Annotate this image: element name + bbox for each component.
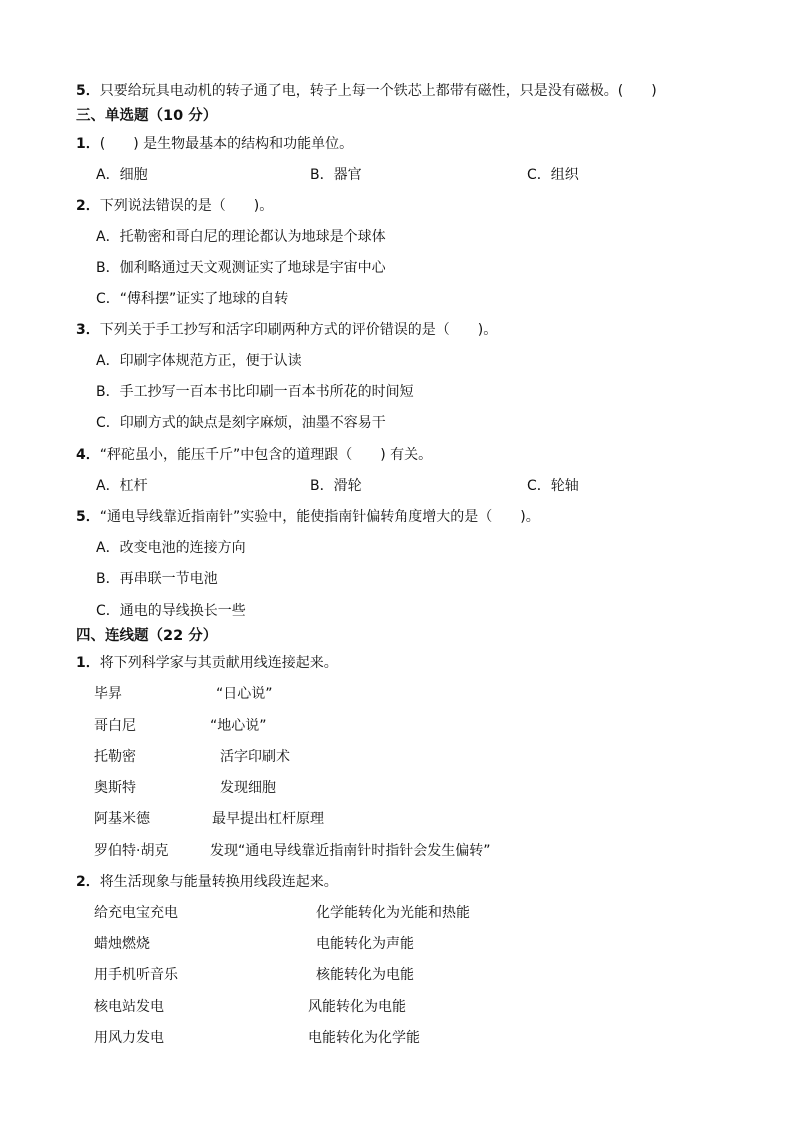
match-right-item: 电能转化为化学能 xyxy=(308,1030,420,1046)
match-left-item: 罗伯特·胡克 xyxy=(94,843,169,859)
match-right-item: “日心说” xyxy=(216,686,273,702)
question-number: 2． xyxy=(76,874,100,890)
option-b: B．器官 xyxy=(310,167,362,183)
option-b: B．伽利略通过天文观测证实了地球是宇宙中心 xyxy=(96,260,386,276)
match-left-item: 毕昇 xyxy=(94,686,122,702)
question-text: 只要给玩具电动机的转子通了电，转子上每一个铁芯上都带有磁性，只是没有磁极。( ) xyxy=(99,83,657,99)
match-left-item: 给充电宝充电 xyxy=(94,905,178,921)
option-b: B．滑轮 xyxy=(310,478,362,494)
option-a: A．改变电池的连接方向 xyxy=(96,540,246,556)
match-left-item: 阿基米德 xyxy=(94,811,150,827)
question-number: 3． xyxy=(76,322,100,338)
question-text: “通电导线靠近指南针”实验中，能使指南针偏转角度增大的是（ )。 xyxy=(99,509,540,525)
match-left-item: 用风力发电 xyxy=(94,1030,164,1046)
question-number: 2． xyxy=(76,198,100,214)
question-number: 5． xyxy=(76,83,100,99)
match-right-item: 风能转化为电能 xyxy=(308,999,406,1015)
match-right-item: 电能转化为声能 xyxy=(316,936,414,952)
option-c: C．印刷方式的缺点是刻字麻烦，油墨不容易干 xyxy=(96,415,386,431)
option-a: A．托勒密和哥白尼的理论都认为地球是个球体 xyxy=(96,229,386,245)
match-left-item: 用手机听音乐 xyxy=(94,967,178,983)
question-number: 1． xyxy=(76,136,100,152)
question-text: “秤砣虽小，能压千斤”中包含的道理跟（ ) 有关。 xyxy=(99,447,433,463)
match-left-item: 奥斯特 xyxy=(94,780,136,796)
match-left-item: 蜡烛燃烧 xyxy=(94,936,150,952)
question-text: 下列说法错误的是（ )。 xyxy=(99,198,274,214)
option-c: C．轮轴 xyxy=(527,478,579,494)
question-text: 将下列科学家与其贡献用线连接起来。 xyxy=(99,655,338,671)
option-c: C．通电的导线换长一些 xyxy=(96,603,246,619)
option-a: A．印刷字体规范方正，便于认读 xyxy=(96,353,302,369)
match-right-item: “地心说” xyxy=(210,718,267,734)
match-right-item: 核能转化为电能 xyxy=(316,967,414,983)
option-a: A．杠杆 xyxy=(96,478,148,494)
question-number: 5． xyxy=(76,509,100,525)
match-left-item: 哥白尼 xyxy=(94,718,136,734)
section-title-single-choice: 三、单选题（10 分） xyxy=(76,108,218,124)
option-c: C．“傅科摆”证实了地球的自转 xyxy=(96,291,289,307)
question-text: 下列关于手工抄写和活字印刷两种方式的评价错误的是（ )。 xyxy=(99,322,498,338)
single-choice-question-5 xyxy=(76,507,540,527)
option-a: A．细胞 xyxy=(96,167,148,183)
match-left-item: 核电站发电 xyxy=(94,999,164,1015)
matching-question-2 xyxy=(76,872,338,892)
question-prev-5 xyxy=(76,81,657,101)
single-choice-question-4 xyxy=(76,445,432,465)
option-c: C．组织 xyxy=(527,167,579,183)
matching-question-1 xyxy=(76,653,338,673)
single-choice-question-3 xyxy=(76,320,497,340)
option-b: B．再串联一节电池 xyxy=(96,571,218,587)
match-right-item: 化学能转化为光能和热能 xyxy=(316,905,470,921)
match-right-item: 活字印刷术 xyxy=(220,749,290,765)
question-text: ( ) 是生物最基本的结构和功能单位。 xyxy=(99,136,354,152)
match-right-item: 发现细胞 xyxy=(220,780,276,796)
option-b: B．手工抄写一百本书比印刷一百本书所花的时间短 xyxy=(96,384,414,400)
match-left-item: 托勒密 xyxy=(94,749,136,765)
section-title-matching: 四、连线题（22 分） xyxy=(76,628,218,644)
question-number: 1． xyxy=(76,655,100,671)
match-right-item: 发现“通电导线靠近指南针时指针会发生偏转” xyxy=(210,843,491,859)
question-number: 4． xyxy=(76,447,100,463)
match-right-item: 最早提出杠杆原理 xyxy=(212,811,324,827)
question-text: 将生活现象与能量转换用线段连起来。 xyxy=(99,874,338,890)
single-choice-question-2 xyxy=(76,196,273,216)
single-choice-question-1 xyxy=(76,134,353,154)
